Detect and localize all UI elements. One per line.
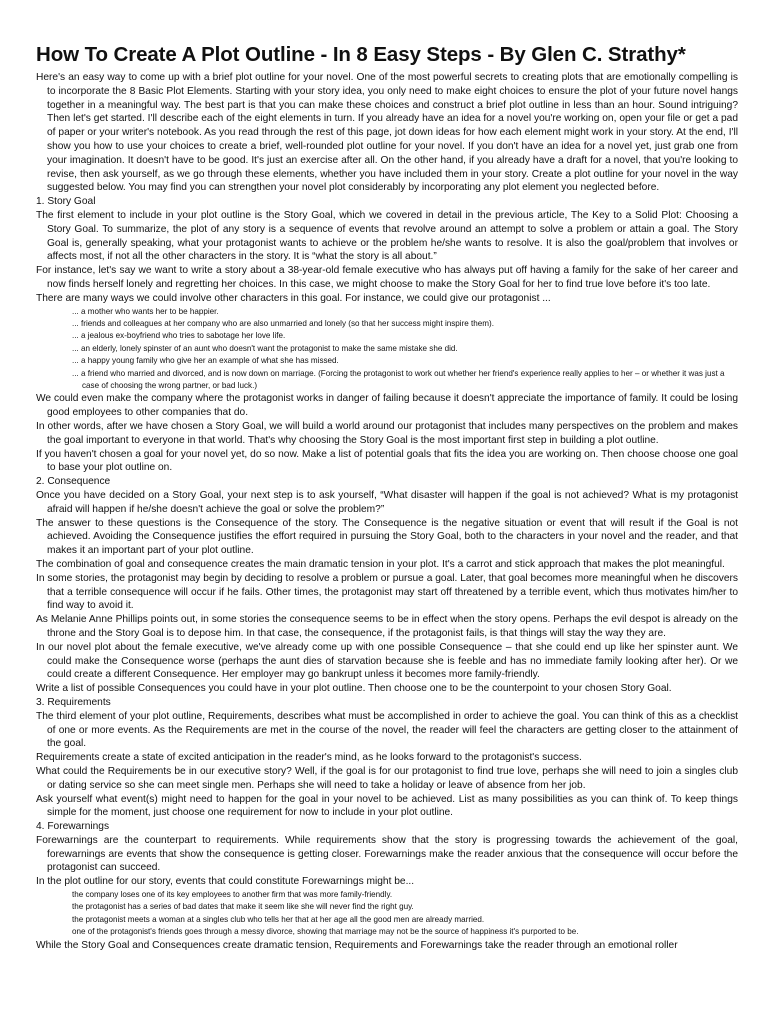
paragraph: In other words, after we have chosen a Story Goal, we will build a world around our protagonist that includes many perspectives on the problem and makes the goal important to everyone in that world. That's why choosing the Story Goal is the most important first step in building a plot outline. <box>36 420 738 446</box>
section-heading-consequence: 2. Consequence <box>36 476 111 488</box>
section-heading-forewarnings: 4. Forewarnings <box>36 821 110 833</box>
list-item: one of the protagonist's friends goes through a messy divorce, showing that marriage may not be the source of happiness it's purported to be. <box>72 927 579 937</box>
list-item: the protagonist has a series of bad dates that make it seem like she will never find the right guy. <box>72 902 414 912</box>
paragraph: For instance, let's say we want to write a story about a 38-year-old female executive who has always put off having a family for the sake of her career and now finds herself lonely and regretting her choices. In this case, we might choose to make the Story Goal for her to find true love before it's too late. <box>36 265 738 290</box>
paragraph: Requirements create a state of excited anticipation in the reader's mind, as he looks forward to the protagonist's success. <box>36 752 582 764</box>
paragraph: We could even make the company where the protagonist works in danger of failing because it doesn't appreciate the importance of family. It could be losing good employees to other companies that do. <box>36 393 738 419</box>
character-list <box>36 306 738 393</box>
document-body <box>36 71 738 953</box>
paragraph: There are many ways we could involve other characters in this goal. For instance, we could give our protagonist ... <box>36 292 551 304</box>
paragraph: Write a list of possible Consequences you could have in your plot outline. Then choose one to be the counterpoint to your chosen Story Goal. <box>36 683 672 695</box>
paragraph: If you haven't chosen a goal for your novel yet, do so now. Make a list of potential goals that fits the idea you are working on. Then choose choose one goal to base your plot outline on. <box>36 448 738 474</box>
paragraph: In some stories, the protagonist may begin by deciding to resolve a problem or pursue a goal. Later, that goal becomes more meaningful when he discovers that a terrible consequence will occur if he fails. Other times, the protagonist may start off threatened by a terrible event, which thus motivates him/her to find way to avoid it. <box>36 572 738 612</box>
paragraph: As Melanie Anne Phillips points out, in some stories the consequence seems to be in effect when the story opens. Perhaps the evil despot is already on the throne and the Story Goal is to depose him. In that case, the consequence, if the protagonist fails, is that things will stay the way they are. <box>36 614 738 639</box>
list-item: ... an elderly, lonely spinster of an aunt who doesn't want the protagonist to make the same mistake she did. <box>72 343 458 353</box>
paragraph: The answer to these questions is the Consequence of the story. The Consequence is the negative situation or event that will result if the Goal is not achieved. Avoiding the Consequence justifies the effort required in pursuing the Story Goal, both to the characters in your novel and the reader, and that makes it an important part of your plot outline. <box>36 517 738 557</box>
section-heading-story-goal: 1. Story Goal <box>36 196 96 208</box>
paragraph: While the Story Goal and Consequences create dramatic tension, Requirements and Forewarnings take the reader through an emotional roller <box>36 939 678 951</box>
paragraph: What could the Requirements be in our executive story? Well, if the goal is for our protagonist to find true love, perhaps she will need to join a singles club or dating service so she can meet single men. Perhaps she will need to take a holiday or leave of absence from her job. <box>36 765 738 791</box>
paragraph: The combination of goal and consequence creates the main dramatic tension in your plot. It's a carrot and stick approach that makes the plot meaningful. <box>36 558 725 570</box>
list-item: ... a friend who married and divorced, and is now down on marriage. (Forcing the protagonist to work out whether her friend's experience really applies to her – or whether it was just a case of choosing the wrong partner, or bad luck.) <box>72 368 725 390</box>
list-item: ... a jealous ex-boyfriend who tries to sabotage her love life. <box>72 331 286 341</box>
paragraph: The first element to include in your plot outline is the Story Goal, which we covered in detail in the previous article, The Key to a Solid Plot: Choosing a Story Goal. To summarize, the plot of any story is a sequence of events that revolve around an attempt to solve a problem or attain a goal. The Story Goal is, generally speaking, what your protagonist wants to achieve or the problem he/she wants to resolve. It is also the goal/problem that involves or affects most, if not all the other characters in the story. It is “what the story is all about.” <box>36 209 738 263</box>
paragraph: In our novel plot about the female executive, we've already come up with one possible Consequence – that she could end up like her spinster aunt. We could make the Consequence worse (perhaps the aunt dies of starvation because she is feeble and has no immediate family looking after her). Or we could create a different Consequence. Her employer may go bankrupt unless it becomes more family-friendly. <box>36 641 738 681</box>
paragraph: Once you have decided on a Story Goal, your next step is to ask yourself, “What disaster will happen if the goal is not achieved? What is my protagonist afraid will happen if he/she doesn't achieve the goal or solve the problem?” <box>36 489 738 515</box>
paragraph: Ask yourself what event(s) might need to happen for the goal in your novel to be achieved. List as many possibilities as you can think of. To keep things simple for the moment, just choose one requirement for now to include in your plot outline. <box>36 793 738 819</box>
page-title: How To Create A Plot Outline - In 8 Easy Steps - By Glen C. Strathy* <box>36 43 686 66</box>
list-item: the protagonist meets a woman at a singles club who tells her that at her age all the good men are already married. <box>72 914 485 924</box>
intro-paragraph: Here's an easy way to come up with a brief plot outline for your novel. One of the most powerful secrets to creating plots that are emotionally compelling is to incorporate the 8 Basic Plot Elements. Starting with your story idea, you only need to make eight choices to ensure the plot of your future novel hangs together in a meaningful way. The best part is that you can make these choices and construct a brief plot outline in less than an hour. Sound intriguing? Then let's get started. I'll describe each of the eight elements in turn. If you already have an idea for a novel you're working on, open your file or get a pad of paper or your writer's notebook. As you read through the rest of this page, jot down ideas for how each element might work in your story. At the end, I'll show you how to use your choices to create a brief, well-rounded plot outline for your novel. If you don't have an idea for a novel yet, just grab one from your imagination. It doesn't have to be good. It's just an exercise after all. On the other hand, if you already have a draft for a novel, that you're looking to revise, then ask yourself, as we go through these elements, whether you have included them in your story. Create a plot outline for your novel in the way suggested below. You may find you can strengthen your novel plot considerably by incorporating any plot element you neglected before. <box>36 72 738 194</box>
list-item: ... a mother who wants her to be happier. <box>72 306 219 316</box>
forewarning-list <box>36 889 738 939</box>
paragraph: The third element of your plot outline, Requirements, describes what must be accomplished in order to achieve the goal. You can think of this as a checklist of one or more events. As the Requirements are met in the course of the novel, the reader will feel the characters are getting closer to the attainment of the goal. <box>36 710 738 750</box>
section-heading-requirements: 3. Requirements <box>36 696 111 708</box>
list-item: the company loses one of its key employees to another firm that was more family-friendly. <box>72 890 393 900</box>
paragraph: In the plot outline for our story, events that could constitute Forewarnings might be... <box>36 876 415 888</box>
list-item: ... friends and colleagues at her company who are also unmarried and lonely (so that her success might inspire them). <box>72 318 494 328</box>
paragraph: Forewarnings are the counterpart to requirements. While requirements show that the story is progressing towards the achievement of the goal, forewarnings are events that show the consequence is getting closer. Forewarnings make the reader anxious that the consequence will occur before the protagonist can succeed. <box>36 834 738 874</box>
list-item: ... a happy young family who give her an example of what she has missed. <box>72 356 339 366</box>
